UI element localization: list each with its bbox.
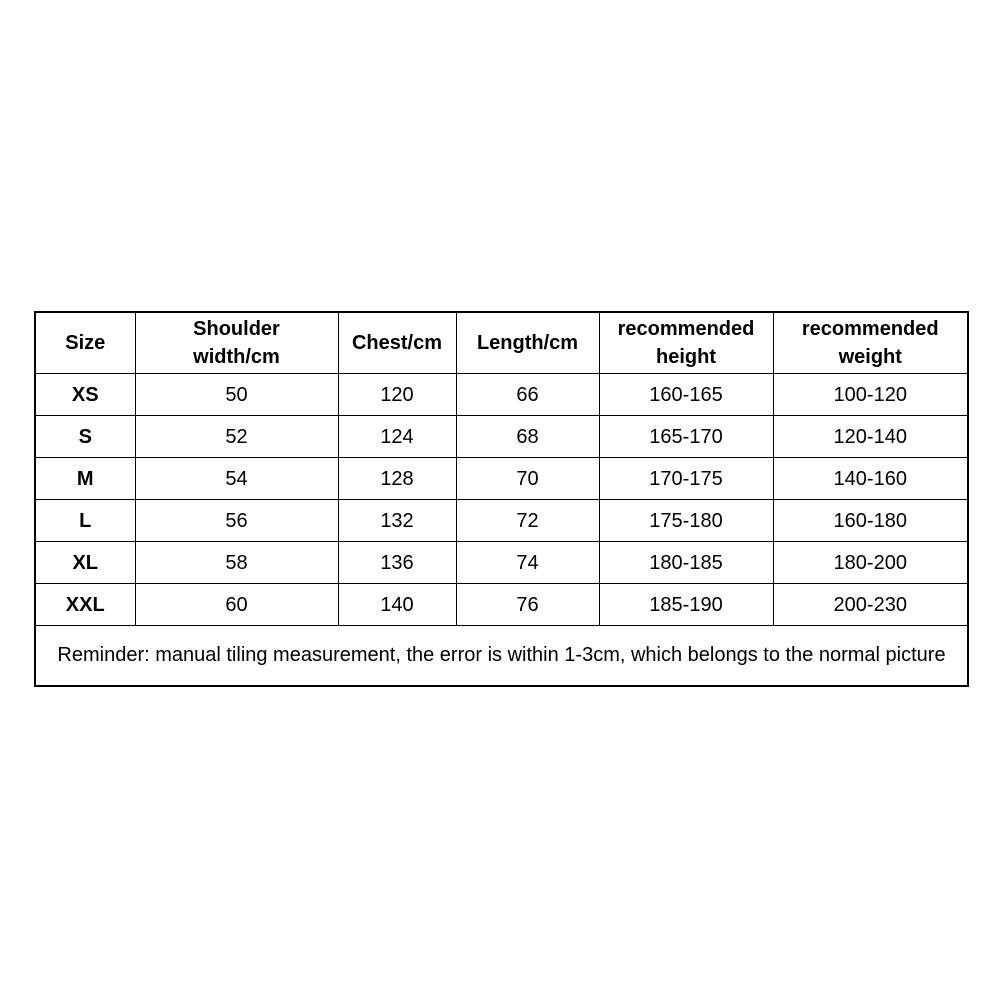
- header-recommended-weight: [773, 312, 968, 374]
- header-height-text-1: recommended: [617, 318, 755, 340]
- chest-cell: 120: [338, 374, 456, 416]
- header-shoulder-width: [135, 312, 338, 374]
- chest-cell: 136: [338, 542, 456, 584]
- table-row: [35, 458, 968, 500]
- shoulder-cell: 60: [135, 584, 338, 626]
- height-cell: 160-165: [599, 374, 773, 416]
- weight-cell: 200-230: [773, 584, 968, 626]
- header-size-text: Size: [65, 332, 106, 354]
- weight-cell: 180-200: [773, 542, 968, 584]
- chest-cell: 128: [338, 458, 456, 500]
- header-weight-text-1: recommended: [801, 318, 939, 340]
- height-cell: 185-190: [599, 584, 773, 626]
- table-row: [35, 416, 968, 458]
- table-row: [35, 500, 968, 542]
- shoulder-cell: 50: [135, 374, 338, 416]
- header-height-text-2: height: [656, 346, 716, 368]
- size-cell: XXL: [35, 584, 135, 626]
- shoulder-cell: 58: [135, 542, 338, 584]
- header-chest: [338, 312, 456, 374]
- weight-cell: 160-180: [773, 500, 968, 542]
- size-cell: XL: [35, 542, 135, 584]
- shoulder-cell: 56: [135, 500, 338, 542]
- reminder-row: [35, 626, 968, 687]
- header-recommended-height: [599, 312, 773, 374]
- size-cell: M: [35, 458, 135, 500]
- length-cell: 70: [456, 458, 599, 500]
- shoulder-cell: 54: [135, 458, 338, 500]
- weight-cell: 120-140: [773, 416, 968, 458]
- header-chest-text: Chest/cm: [351, 332, 443, 354]
- header-size: [35, 312, 135, 374]
- height-cell: 165-170: [599, 416, 773, 458]
- table-row: [35, 542, 968, 584]
- height-cell: 175-180: [599, 500, 773, 542]
- header-length: [456, 312, 599, 374]
- size-cell: L: [35, 500, 135, 542]
- length-cell: 72: [456, 500, 599, 542]
- length-cell: 68: [456, 416, 599, 458]
- length-cell: 76: [456, 584, 599, 626]
- chest-cell: 132: [338, 500, 456, 542]
- size-cell: S: [35, 416, 135, 458]
- header-shoulder-text-1: Shoulder: [193, 318, 280, 340]
- length-cell: 74: [456, 542, 599, 584]
- weight-cell: 140-160: [773, 458, 968, 500]
- height-cell: 180-185: [599, 542, 773, 584]
- height-cell: 170-175: [599, 458, 773, 500]
- weight-cell: 100-120: [773, 374, 968, 416]
- shoulder-cell: 52: [135, 416, 338, 458]
- header-weight-text-2: weight: [838, 346, 902, 368]
- header-row: [35, 312, 968, 374]
- size-cell: XS: [35, 374, 135, 416]
- chest-cell: 124: [338, 416, 456, 458]
- header-shoulder-text-2: width/cm: [193, 346, 280, 368]
- table-row: [35, 584, 968, 626]
- chest-cell: 140: [338, 584, 456, 626]
- reminder-note: Reminder: manual tiling measurement, the error is within 1-3cm, which belongs to the normal picture: [35, 626, 968, 687]
- table-row: [35, 374, 968, 416]
- length-cell: 66: [456, 374, 599, 416]
- header-length-text: Length/cm: [476, 332, 579, 354]
- size-chart-table: [34, 311, 969, 687]
